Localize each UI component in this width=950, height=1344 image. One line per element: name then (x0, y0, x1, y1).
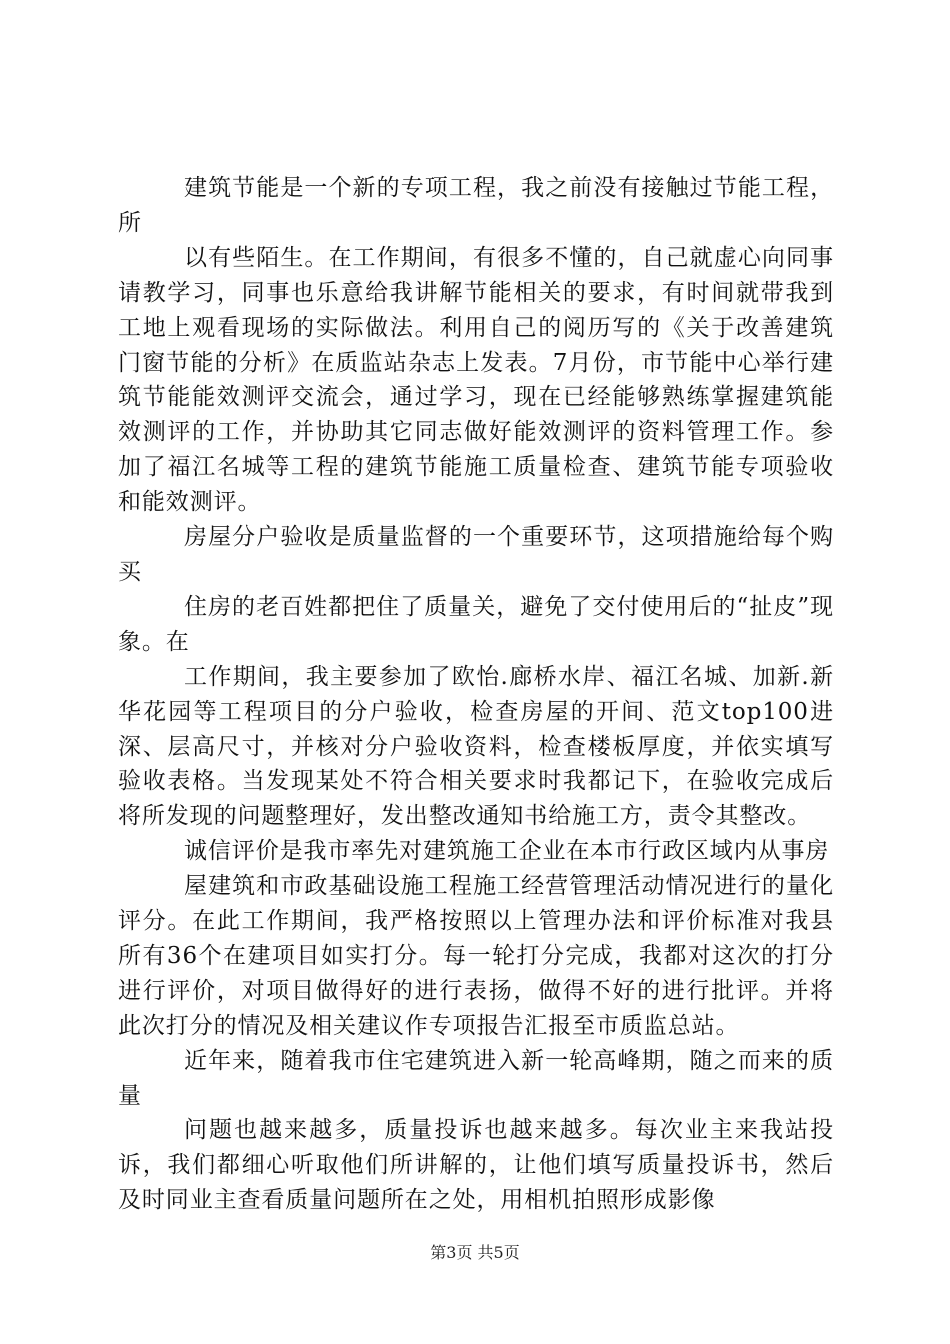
document-body (118, 171, 834, 1218)
paragraph: 建筑节能是一个新的专项工程，我之前没有接触过节能工程，所 (118, 175, 834, 236)
page-footer (0, 1243, 950, 1263)
paragraph: 以有些陌生。在工作期间，有很多不懂的，自己就虚心向同事请教学习，同事也乐意给我讲解节能相关的要求，有时间就带我到工地上观看现场的实际做法。利用自己的阅历写的《关于改善建筑门窗节能的分析》在质监站杂志上发表。7月份，市节能中心举行建筑节能能效测评交流会，通过学习，现在已经能够熟练掌握建筑能效测评的工作，并协助其它同志做好能效测评的资料管理工作。参加了福江名城等工程的建筑节能施工质量检查、建筑节能专项验收和能效测评。 (118, 244, 834, 516)
page-number: 第3页 共5页 (430, 1243, 520, 1262)
paragraph: 工作期间，我主要参加了欧怡.廊桥水岸、福江名城、加新.新华花园等工程项目的分户验收，检查房屋的开间、范文top100进深、层高尺寸，并核对分户验收资料，检查楼板厚度，并依实填写验收表格。当发现某处不符合相关要求时我都记下，在验收完成后将所发现的问题整理好，发出整改通知书给施工方，责令其整改。 (118, 663, 834, 830)
paragraph: 诚信评价是我市率先对建筑施工企业在本市行政区域内从事房 (184, 838, 830, 865)
paragraph: 近年来，随着我市住宅建筑进入新一轮高峰期，随之而来的质量 (118, 1047, 834, 1109)
paragraph: 房屋分户验收是质量监督的一个重要环节，这项措施给每个购买 (118, 524, 834, 585)
paragraph: 屋建筑和市政基础设施工程施工经营管理活动情况进行的量化评分。在此工作期间，我严格按照以上管理办法和评价标准对我县所有36个在建项目如实打分。每一轮打分完成，我都对这次的打分进行评价，对项目做得好的进行表扬，做得不好的进行批评。并将此次打分的情况及相关建议作专项报告汇报至市质监总站。 (118, 873, 834, 1039)
paragraph: 住房的老百姓都把住了质量关，避免了交付使用后的“扯皮”现象。在 (118, 593, 834, 655)
paragraph: 问题也越来越多，质量投诉也越来越多。每次业主来我站投诉，我们都细心听取他们所讲解的，让他们填写质量投诉书，然后及时同业主查看质量问题所在之处，用相机拍照形成影像 (118, 1117, 834, 1214)
